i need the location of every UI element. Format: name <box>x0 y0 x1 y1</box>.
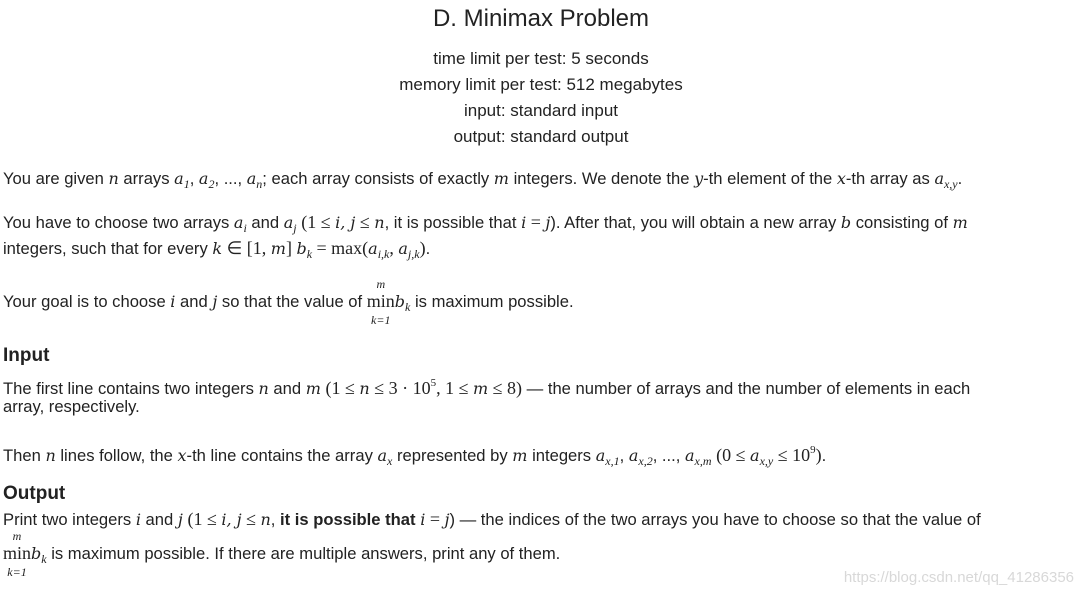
math-variable: j <box>545 213 551 232</box>
math-subscript: k <box>405 300 411 314</box>
math-subscript: k <box>41 552 47 566</box>
math-subscript: n <box>256 177 263 191</box>
text: integers <box>527 446 596 465</box>
output-line <box>3 529 561 579</box>
math-subscript: x <box>387 454 393 468</box>
math-variable: a <box>283 213 294 232</box>
text: -th array as <box>845 169 935 188</box>
text: The first line contains two integers <box>3 379 259 398</box>
math-variable: n <box>108 169 119 188</box>
text: so that the value of <box>217 292 367 311</box>
output-spec: output: standard output <box>453 127 629 146</box>
math-expression: ≤ 8) <box>488 378 523 398</box>
math-variable: j <box>212 292 218 311</box>
math-variable: b <box>394 292 406 311</box>
math-variable: a <box>684 446 695 465</box>
math-expression: , <box>389 238 399 258</box>
math-expression: (1 ≤ <box>187 509 222 529</box>
text: is maximum possible. If there are multiple answers, print any of them. <box>46 544 561 563</box>
text: and <box>246 213 284 232</box>
math-variable: a <box>398 239 408 258</box>
math-variable: i, j <box>335 213 356 232</box>
text: lines follow, the <box>55 446 178 465</box>
text: . <box>821 446 827 465</box>
watermark: https://blog.csdn.net/qq_41286356 <box>843 569 1074 586</box>
math-variable: n <box>359 379 370 398</box>
text: and <box>175 292 213 311</box>
math-expression: ≤ 3 · 10 <box>369 378 431 398</box>
math-variable: n <box>260 510 271 529</box>
math-expression: = <box>425 509 445 529</box>
input-heading: Input <box>3 345 50 366</box>
memory-limit: memory limit per test: 512 megabytes <box>399 75 683 94</box>
math-subscript: i,k <box>377 247 390 261</box>
math-subscript: x,1 <box>605 454 620 468</box>
text: You are given <box>3 169 109 188</box>
math-variable: i <box>135 510 141 529</box>
math-variable: a <box>368 239 378 258</box>
text: , ..., <box>652 446 685 465</box>
math-subscript: j <box>293 221 297 235</box>
math-operator <box>3 529 32 579</box>
math-variable: x <box>177 446 187 465</box>
math-variable: m <box>493 169 509 188</box>
math-variable: a <box>750 446 760 465</box>
text: integers, such that for every <box>3 239 213 258</box>
text: You have to choose two arrays <box>3 213 234 232</box>
math-variable: i <box>521 213 527 232</box>
math-subscript: x,y <box>943 177 958 191</box>
math-variable: a <box>198 169 209 188</box>
text: Print two integers <box>3 510 136 529</box>
problem-title: D. Minimax Problem <box>432 5 650 32</box>
math-variable: m <box>305 379 321 398</box>
math-subscript: 2 <box>208 177 215 191</box>
text: ) — the indices of the two arrays you have to choose so that the value of <box>449 510 981 529</box>
math-variable: m <box>512 446 528 465</box>
math-variable: m <box>952 213 968 232</box>
bold-text: it is possible that <box>280 510 416 529</box>
text: , it is possible that <box>384 213 522 232</box>
math-variable: a <box>174 169 184 188</box>
math-superscript: 5 <box>430 377 437 389</box>
math-variable: a <box>246 169 257 188</box>
statement-line <box>3 212 968 238</box>
operator-upper-limit: m <box>12 529 22 543</box>
math-expression: = max( <box>312 238 369 258</box>
math-expression: (0 ≤ <box>716 445 751 465</box>
math-variable: a <box>377 446 388 465</box>
text: , <box>619 446 629 465</box>
math-superscript: 9 <box>810 444 816 456</box>
text: , ..., <box>214 169 247 188</box>
operator-upper-limit: m <box>376 277 386 291</box>
math-subscript: x,m <box>694 454 712 468</box>
math-variable: n <box>374 213 385 232</box>
text: — the number of arrays and the number of elements in each <box>522 379 971 398</box>
output-line <box>3 509 981 530</box>
operator-lower-limit: k=1 <box>7 565 27 579</box>
math-variable: b <box>31 544 42 563</box>
math-variable: j <box>177 510 183 529</box>
text: Your goal is to choose <box>3 292 171 311</box>
output-heading: Output <box>3 483 66 504</box>
math-expression: , 1 ≤ <box>436 378 473 398</box>
math-variable: x <box>836 169 846 188</box>
math-subscript: x,y <box>759 454 774 468</box>
text: , <box>189 169 199 188</box>
math-expression: = <box>526 212 546 232</box>
math-subscript: x,2 <box>638 454 653 468</box>
text: -th line contains the array <box>186 446 378 465</box>
math-subscript: k <box>306 247 313 261</box>
text: ). After that, you will obtain a new array <box>550 213 841 232</box>
math-operator <box>366 277 395 327</box>
text: array, respectively. <box>3 397 140 416</box>
time-limit: time limit per test: 5 seconds <box>433 49 649 68</box>
math-subscript: 1 <box>183 177 190 191</box>
operator-name: min <box>366 291 395 311</box>
math-subscript: i <box>243 221 247 235</box>
math-variable: n <box>258 379 269 398</box>
text: . <box>957 169 963 188</box>
math-variable: m <box>472 379 489 398</box>
statement-line <box>3 169 962 194</box>
operator-name: min <box>3 543 32 563</box>
text: integers. We denote the <box>508 169 695 188</box>
statement-line <box>3 238 430 264</box>
text: Then <box>3 446 46 465</box>
text: consisting of <box>851 213 953 232</box>
text: and <box>140 510 178 529</box>
math-expression: ) <box>815 445 822 465</box>
statement-line <box>3 277 574 327</box>
text: arrays <box>118 169 175 188</box>
math-expression: (1 ≤ <box>301 212 336 232</box>
math-variable: i, j <box>221 510 242 529</box>
math-variable: a <box>233 213 244 232</box>
input-line <box>3 397 140 417</box>
math-expression: ] <box>285 238 297 258</box>
input-line <box>3 440 826 471</box>
math-subscript: j,k <box>407 247 420 261</box>
text: represented by <box>392 446 513 465</box>
math-expression: ≤ 10 <box>773 445 811 465</box>
math-expression: (1 ≤ <box>325 378 360 398</box>
input-line <box>3 373 970 399</box>
math-variable: n <box>45 446 56 465</box>
text: , <box>270 510 281 529</box>
text: and <box>268 379 306 398</box>
math-variable: b <box>296 239 307 258</box>
operator-lower-limit: k=1 <box>371 313 391 327</box>
math-expression: ≤ <box>241 509 261 529</box>
math-variable: y <box>694 169 704 188</box>
text: . <box>425 239 431 258</box>
math-variable: b <box>840 213 852 232</box>
math-variable: k <box>212 239 223 258</box>
math-variable: j <box>444 510 450 529</box>
text: ; each array consists of exactly <box>262 169 494 188</box>
math-expression: ) <box>419 238 426 258</box>
math-variable: m <box>270 239 286 258</box>
math-variable: a <box>934 169 944 188</box>
math-variable: i <box>420 510 426 529</box>
math-variable: i <box>170 292 176 311</box>
input-spec: input: standard input <box>463 101 619 120</box>
text: -th element of the <box>703 169 837 188</box>
math-variable: a <box>628 446 639 465</box>
math-expression: ≤ <box>355 212 375 232</box>
math-variable: a <box>595 446 606 465</box>
math-expression: ∈ [1, <box>222 238 271 258</box>
text: is maximum possible. <box>410 292 574 311</box>
